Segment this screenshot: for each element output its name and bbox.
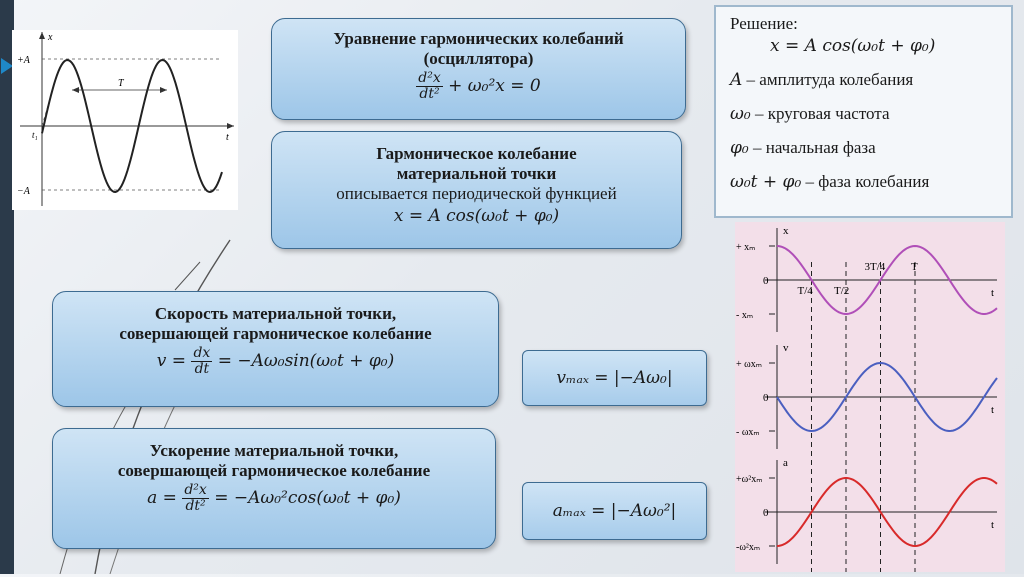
acc-num: d²x [184,482,207,498]
solution-row-oscillation-phase [730,167,997,197]
eq-rest: + ω₀²x = 0 [448,76,541,96]
solution-row-phase [730,133,997,163]
t-axis-label: t [226,132,229,143]
x-t-label: t [991,287,995,299]
acceleration-box [52,428,496,549]
minus-a-label: −A [17,186,30,197]
box1-title-line2: (осциллятора) [423,49,534,68]
vmax-formula: vₘₐₓ = |−Aω₀| [556,368,673,388]
x-axis-label: x [48,32,53,43]
plus-a-label: +A [17,55,30,66]
velocity-formula [53,346,498,377]
sym-frequency: ω₀ [730,104,751,124]
acc-rhs: = −Aω₀²cos(ω₀t + φ₀) [214,488,401,508]
period-label: T [118,78,124,89]
acc-den: dt² [185,498,206,514]
box3-line1: Скорость материальной точки, [154,304,397,323]
sym-oscillation-phase: ω₀t + φ₀ [730,172,802,192]
amax-box [522,482,707,540]
eq-den: dt² [419,86,440,102]
v-t-label: t [991,404,995,416]
velocity-box [52,291,499,407]
box4-line1: Ускорение материальной точки, [149,441,399,460]
solution-row-frequency [730,99,997,129]
harmonic-function-formula: x = A cos(ω₀t + φ₀) [393,206,560,226]
a-axis-label: a [783,457,788,469]
acc-lhs: a = [147,488,177,508]
solution-row-amplitude [730,65,997,95]
xva-plots [735,222,1005,572]
t1-label: t₁ [32,130,38,140]
period-tick-label: 3T/4 [864,261,886,273]
period-tick-label: T/4 [797,285,813,297]
x-plus-label: + xₘ [736,242,756,253]
harmonic-function-box [271,131,682,249]
a-t-label: t [991,519,995,531]
x-minus-label: - xₘ [736,310,754,321]
sym-phase: φ₀ [730,138,749,158]
v-minus-label: - ωxₘ [736,427,760,438]
text-oscillation-phase: – фаза колебания [801,172,930,191]
box2-line1: Гармоническое колебание [376,144,577,163]
box3-line2: совершающей гармоническое колебание [119,324,432,343]
vel-den: dt [194,361,210,377]
solution-formula: x = A cos(ω₀t + φ₀) [770,36,936,56]
eq-num: d²x [418,70,441,86]
a-minus-label: -ω²xₘ [736,542,761,553]
vmax-box [522,350,707,406]
box2-line2: материальной точки [396,164,557,183]
text-phase: – начальная фаза [748,138,876,157]
vel-num: dx [193,345,211,361]
vel-lhs: v = [156,351,187,371]
v-zero-label: 0 [763,392,769,404]
solution-title: Решение: [730,14,798,33]
acceleration-formula [53,483,495,514]
v-axis-label: v [783,342,789,354]
oscillator-equation [272,71,685,102]
text-amplitude: – амплитуда колебания [742,70,914,89]
solution-panel [714,5,1013,218]
x-axis-label: x [783,225,789,237]
box4-line2: совершающей гармоническое колебание [117,461,431,480]
box2-line3: описывается периодической функцией [336,184,617,203]
x-zero-label: 0 [763,275,769,287]
vel-rhs: = −Aω₀sin(ω₀t + φ₀) [217,351,395,371]
harmonic-oscillation-plot [12,30,238,210]
oscillator-equation-box [271,18,686,120]
box1-title-line1: Уравнение гармонических колебаний [333,29,624,48]
v-plus-label: + ωxₘ [736,359,762,370]
period-tick-label: T [911,261,918,273]
a-plus-label: +ω²xₘ [736,474,763,485]
amax-formula: aₘₐₓ = |−Aω₀²| [552,501,677,521]
text-frequency: – круговая частота [750,104,890,123]
sym-amplitude: A [730,70,743,90]
period-tick-label: T/2 [834,285,850,297]
a-zero-label: 0 [763,507,769,519]
